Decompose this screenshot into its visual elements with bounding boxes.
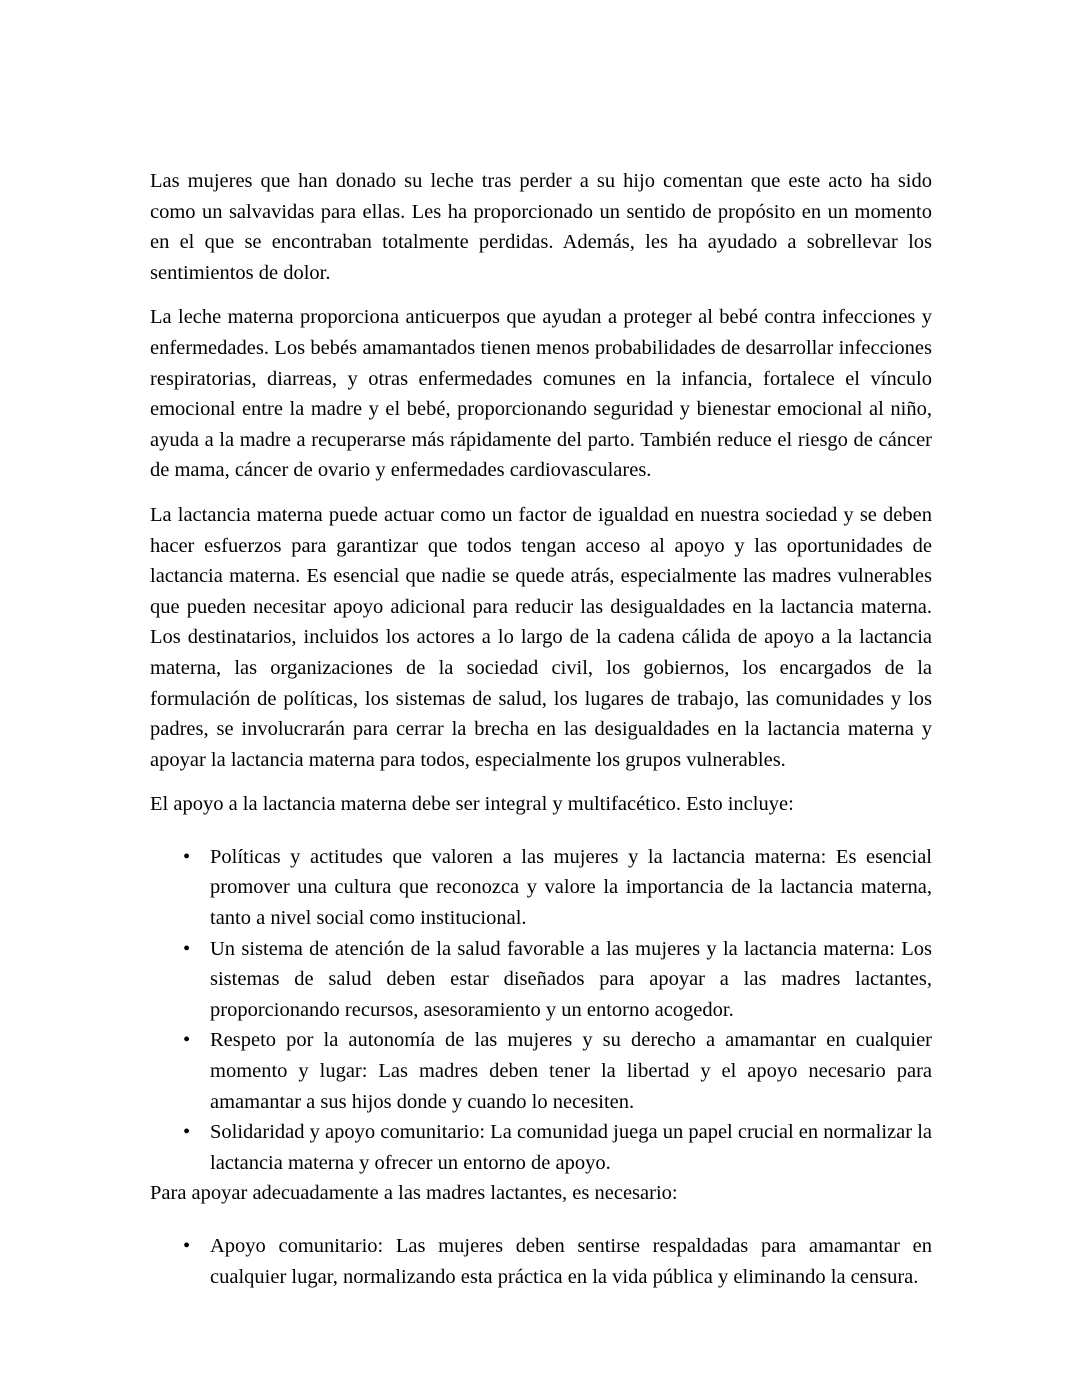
paragraph-breast-milk-benefits: La leche materna proporciona anticuerpos que ayudan a proteger al bebé contra infecciones y enfermedades. Los bebés amamantados tienen menos probabilidades de desarrollar infecciones respiratorias, diarreas, y otras enfermedades comunes en la infancia, fortalece el vínculo emocional entre la madre y el bebé, proporcionando seguridad y bienestar emocional al niño, ayuda a la madre a recuperarse más rápidamente del parto. También reduce el riesgo de cáncer de mama, cáncer de ovario y enfermedades cardiovasculares. — [150, 306, 932, 482]
list-item — [150, 1025, 932, 1117]
paragraph-support-intro: El apoyo a la lactancia materna debe ser integral y multifacético. Esto incluye: — [150, 793, 794, 816]
bullet-icon: • — [183, 1235, 191, 1257]
paragraph-mothers-support-intro: Para apoyar adecuadamente a las madres lactantes, es necesario: — [150, 1182, 678, 1205]
list-item-text: Apoyo comunitario: Las mujeres deben sentirse respaldadas para amamantar en cualquier lugar, normalizando esta práctica en la vida pública y eliminando la censura. — [210, 1235, 932, 1288]
list-item — [150, 1231, 932, 1292]
list-item-text: Políticas y actitudes que valoren a las mujeres y la lactancia materna: Es esencial promover una cultura que reconozca y valore la importancia de la lactancia materna, tanto a nivel social como institucional. — [210, 845, 932, 930]
paragraph-equality-factor: La lactancia materna puede actuar como un factor de igualdad en nuestra sociedad y se deben hacer esfuerzos para garantizar que todos tengan acceso al apoyo y las oportunidades de lactancia materna. Es esencial que nadie se quede atrás, especialmente las madres vulnerables que pueden necesitar apoyo adicional para reducir las desigualdades en la lactancia materna. Los destinatarios, incluidos los actores a lo largo de la cadena cálida de apoyo a la lactancia materna, las organizaciones de la sociedad civil, los gobiernos, los encargados de la formulación de políticas, los sistemas de salud, los lugares de trabajo, las comunidades y los padres, se involucrarán para cerrar la brecha en las desigualdades en la lactancia materna y apoyar la lactancia materna para todos, especialmente los grupos vulnerables. — [150, 503, 932, 771]
document-body — [150, 166, 932, 1292]
list-item — [150, 1117, 932, 1178]
mothers-support-list — [150, 1231, 932, 1292]
list-item-text: Solidaridad y apoyo comunitario: La comunidad juega un papel crucial en normalizar la lactancia materna y ofrecer un entorno de apoyo. — [210, 1121, 932, 1174]
list-item — [150, 934, 932, 1026]
list-item-text: Un sistema de atención de la salud favorable a las mujeres y la lactancia materna: Los sistemas de salud deben estar diseñados para apoyar a las madres lactantes, proporcionando recursos, asesoramiento y un entorno acogedor. — [210, 937, 932, 1021]
bullet-icon: • — [183, 1121, 191, 1144]
paragraph-donor-milk: Las mujeres que han donado su leche tras perder a su hijo comentan que este acto ha sido como un salvavidas para ellas. Les ha proporcionado un sentido de propósito en un momento en el que se encontraban totalmente perdidas. Además, les ha ayudado a sobrellevar los sentimientos de dolor. — [150, 170, 932, 284]
list-item — [150, 842, 932, 934]
bullet-icon: • — [183, 937, 191, 960]
bullet-icon: • — [183, 1029, 191, 1052]
support-list — [150, 842, 932, 1179]
bullet-icon: • — [183, 845, 191, 868]
list-item-text: Respeto por la autonomía de las mujeres y su derecho a amamantar en cualquier momento y lugar: Las madres deben tener la libertad y el apoyo necesario para amamantar a sus hijos donde y cuando lo necesiten. — [210, 1029, 932, 1113]
